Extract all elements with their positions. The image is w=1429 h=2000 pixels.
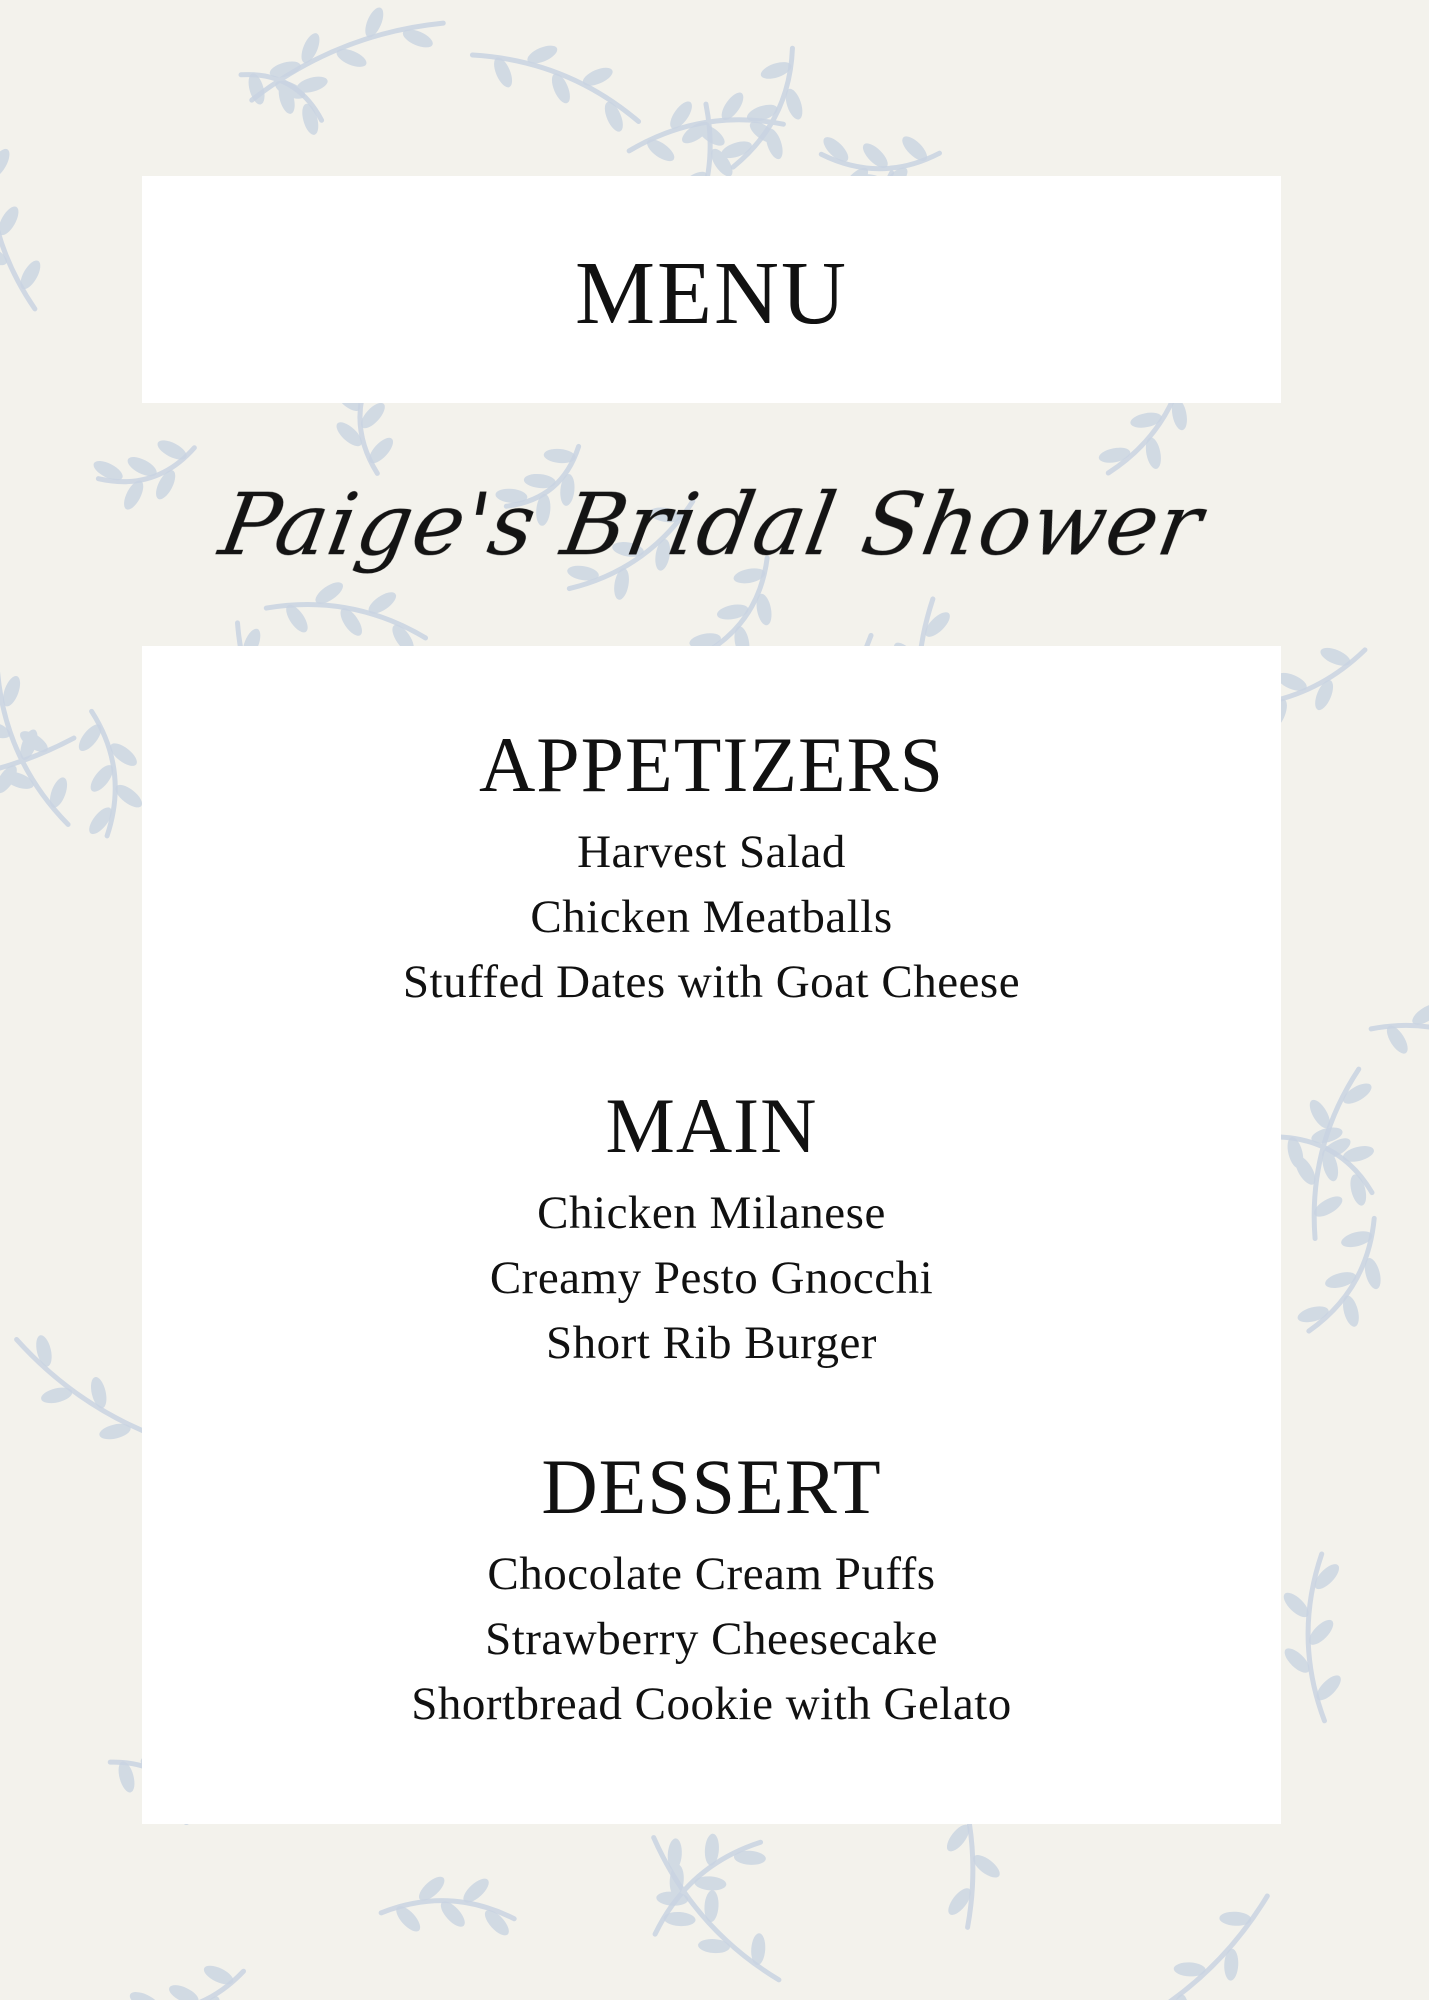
menu-item: Chicken Milanese xyxy=(537,1187,886,1239)
pattern-leaf xyxy=(127,1988,162,2000)
menu-item: Creamy Pesto Gnocchi xyxy=(489,1252,934,1304)
pattern-leaf xyxy=(299,102,321,137)
section-appetizers xyxy=(142,721,1281,1015)
menu-item: Stuffed Dates with Goat Cheese xyxy=(402,956,1021,1008)
section-heading: APPETIZERS xyxy=(478,721,945,808)
menu-content-card xyxy=(142,646,1281,1824)
section-main xyxy=(142,1082,1281,1376)
menu-title-card xyxy=(142,176,1281,403)
menu-item: Harvest Salad xyxy=(577,826,846,878)
pattern-leaf xyxy=(1348,1173,1370,1207)
menu-title: MENU xyxy=(575,243,848,343)
pattern-leaf xyxy=(0,146,13,181)
menu-item: Strawberry Cheesecake xyxy=(485,1613,938,1665)
pattern-leaf xyxy=(601,99,626,134)
menu-item: Chocolate Cream Puffs xyxy=(487,1548,936,1600)
section-heading: DESSERT xyxy=(541,1443,882,1530)
pattern-leaf xyxy=(0,203,22,238)
pattern-stem xyxy=(1117,1896,1267,2000)
section-dessert xyxy=(142,1443,1281,1737)
pattern-leaf xyxy=(1296,1303,1331,1325)
menu-item: Shortbread Cookie with Gelato xyxy=(411,1678,1012,1730)
pattern-leaf xyxy=(1311,678,1336,713)
menu-item: Short Rib Burger xyxy=(546,1317,877,1369)
event-title: Paige's Bridal Shower xyxy=(212,475,1211,575)
pattern-leaf xyxy=(166,1981,201,2000)
section-heading: MAIN xyxy=(605,1082,818,1169)
menu-item: Chicken Meatballs xyxy=(530,891,893,943)
